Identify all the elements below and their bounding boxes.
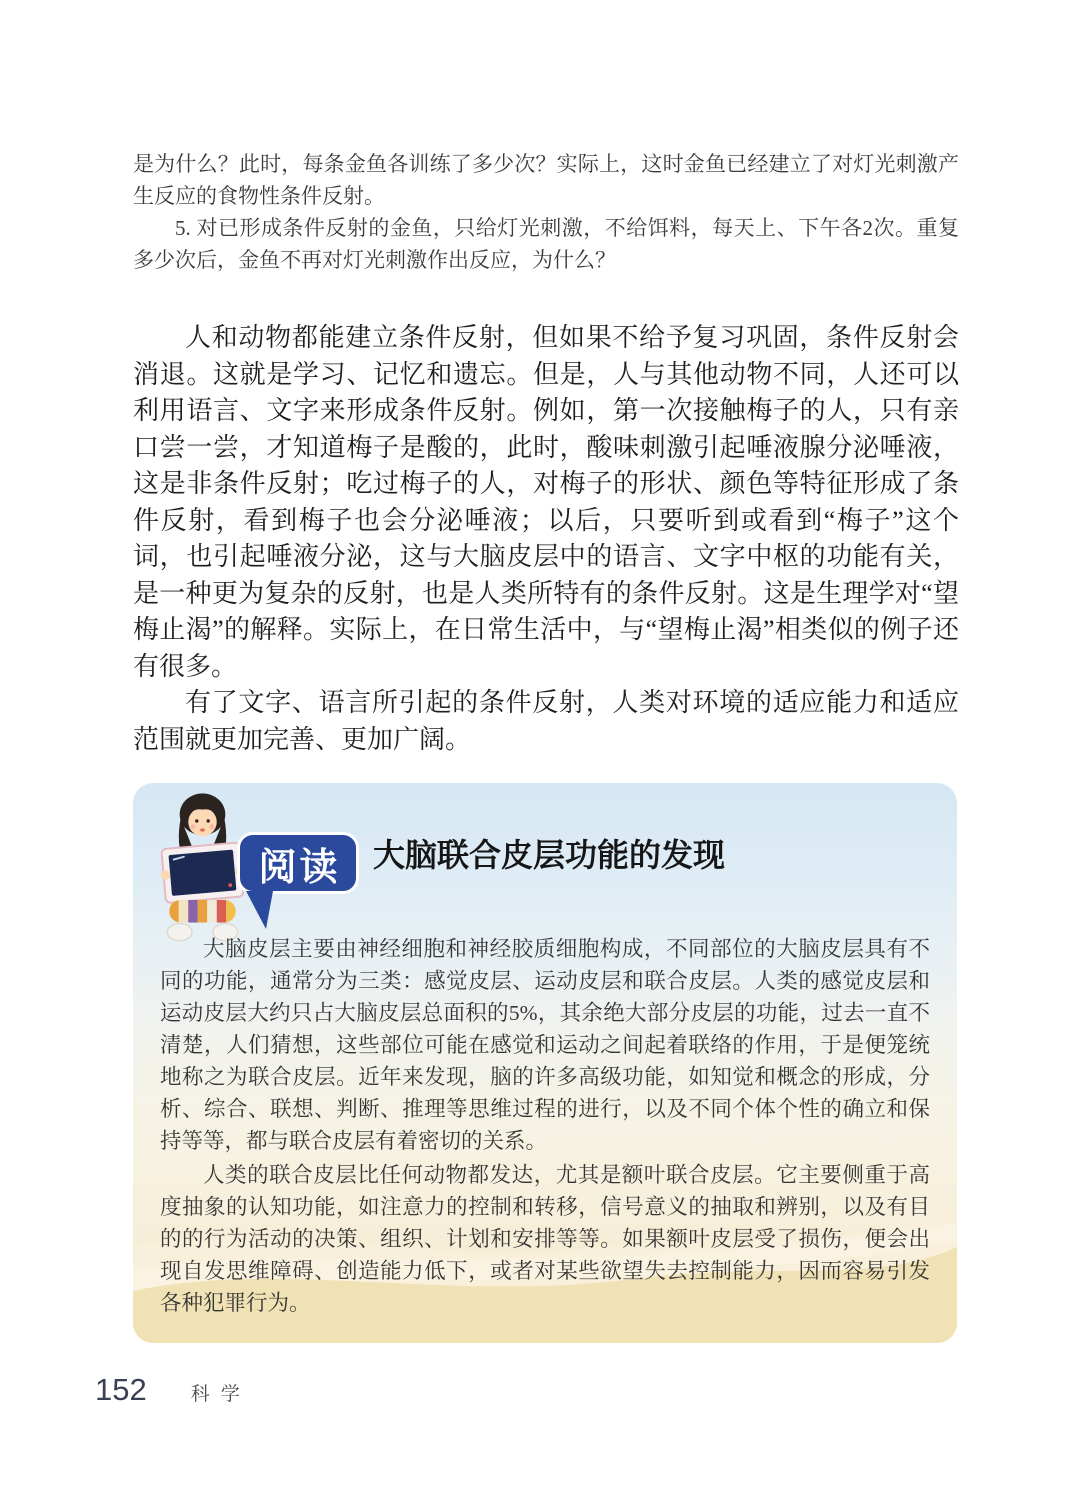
girl-with-blackboard-illustration [155, 789, 250, 947]
subject-label: 科学 [190, 1384, 251, 1405]
main-paragraph-1: 人和动物都能建立条件反射，但如果不给予复习巩固，条件反射会消退。这就是学习、记忆和遗忘。但是，人与其他动物不同，人还可以利用语言、文字来形成条件反射。例如，第一次接触梅子的人，只有亲口尝一尝，才知道梅子是酸的，此时，酸味刺激引起唾液腺分泌唾液，这是非条件反射；吃过梅子的人，对梅子的形状、颜色等特征形成了条件反射，看到梅子也会分泌唾液；以后，只要听到或看到“梅子”这个词，也引起唾液分泌，这与大脑皮层中的语言、文字中枢的功能有关，是一种更为复杂的反射，也是人类所特有的条件反射。这是生理学对“望梅止渴”的解释。实际上，在日常生活中，与“望梅止渴”相类似的例子还有很多。 [133, 323, 959, 681]
reading-title: 大脑联合皮层功能的发现 [373, 837, 726, 873]
question-continuation-text: 是为什么？此时，每条金鱼各训练了多少次？实际上，这时金鱼已经建立了对灯光刺激产生反应的食物性条件反射。 [133, 152, 959, 208]
reading-box-body [160, 933, 930, 1319]
reading-paragraph-2: 人类的联合皮层比任何动物都发达，尤其是额叶联合皮层。它主要侧重于高度抽象的认知功能，如注意力的控制和转移，信号意义的抽取和辨别，以及有目的的行为活动的决策、组织、计划和安排等等。如果额叶皮层受了损伤，便会出现自发思维障碍、创造能力低下，或者对某些欲望失去控制能力，因而容易引发各种犯罪行为。 [160, 1163, 930, 1315]
main-text-block [133, 320, 959, 758]
reading-badge-label: 阅读 [258, 846, 341, 889]
reading-paragraph-1: 大脑皮层主要由神经细胞和神经胶质细胞构成，不同部位的大脑皮层具有不同的功能，通常分为三类：感觉皮层、运动皮层和联合皮层。人类的感觉皮层和运动皮层大约只占大脑皮层总面积的5%，其余绝大部分皮层的功能，过去一直不清楚，人们猜想，这些部位可能在感觉和运动之间起着联络的作用，于是便笼统地称之为联合皮层。近年来发现，脑的许多高级功能，如知觉和概念的形成，分析、综合、联想、判断、推理等思维过程的进行，以及不同个体个性的确立和保持等等，都与联合皮层有着密切的关系。 [160, 937, 930, 1153]
reading-badge [237, 832, 359, 894]
reading-box [133, 783, 957, 1343]
main-paragraph-2: 有了文字、语言所引起的条件反射，人类对环境的适应能力和适应范围就更加完善、更加广阔。 [133, 688, 959, 754]
question-block [133, 148, 959, 276]
page-number: 152 [95, 1372, 147, 1407]
reading-box-header [133, 783, 957, 953]
speech-bubble-tail-icon [243, 891, 277, 931]
question-item-5: 5. 对已形成条件反射的金鱼，只给灯光刺激，不给饵料，每天上、下午各2次。重复多少次后，金鱼不再对灯光刺激作出反应，为什么？ [133, 216, 959, 272]
page-footer [95, 1372, 251, 1408]
